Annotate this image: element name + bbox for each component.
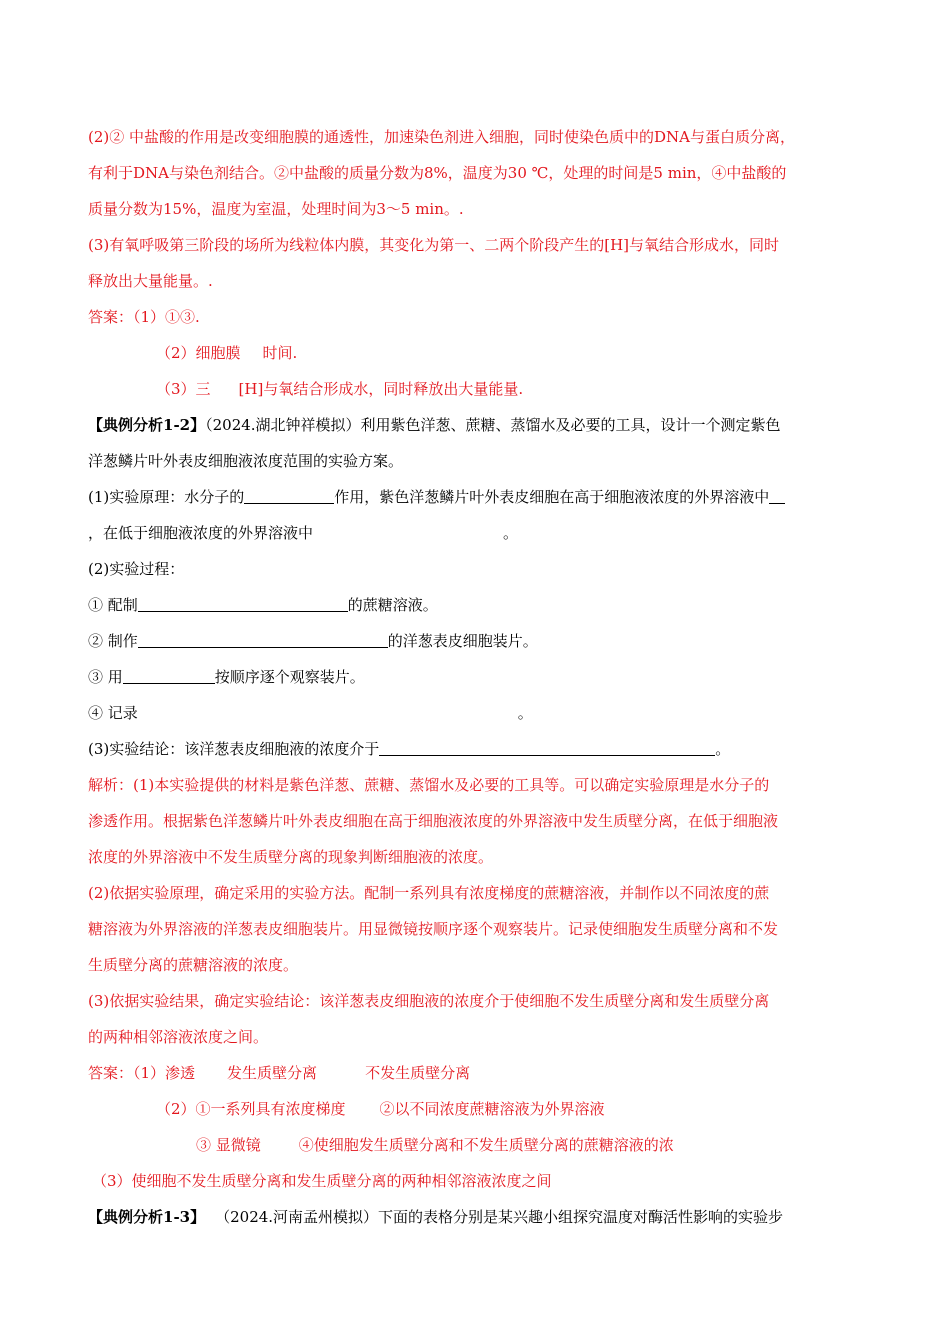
question-line [88, 522, 518, 544]
answer-line [156, 378, 523, 400]
answer-line [156, 342, 297, 364]
answer-part: 不发生质壁分离 [365, 1064, 471, 1082]
analysis-line: 生质壁分离的蔗糖溶液的浓度。 [88, 956, 299, 974]
answer-blank[interactable] [379, 739, 715, 756]
answer-part: [H]与氧结合形成水，同时释放出大量能量. [238, 380, 524, 398]
question-line [88, 666, 365, 688]
example-tag: 【典例分析1-2】 [88, 416, 206, 434]
question-text: 。 [715, 740, 731, 758]
question-text: 作用，紫色洋葱鳞片叶外表皮细胞在高于细胞液浓度的外界溶液中 [334, 488, 770, 506]
example-tag: 【典例分析1-3】 [88, 1208, 206, 1226]
analysis-line: 有利于DNA与染色剂结合。②中盐酸的质量分数为8%，温度为30 ℃，处理的时间是5 min，④中盐酸的 [88, 164, 787, 182]
question-text: (3)实验结论：该洋葱表皮细胞液的浓度介于 [88, 740, 380, 758]
question-line: 洋葱鳞片叶外表皮细胞液浓度范围的实验方案。 [88, 452, 404, 470]
step-label: ② 制作 [88, 632, 138, 650]
answer-part: ②以不同浓度蔗糖溶液为外界溶液 [379, 1100, 605, 1118]
analysis-line: 浓度的外界溶液中不发生质壁分离的现象判断细胞液的浓度。 [88, 848, 494, 866]
answer-line [88, 1062, 470, 1084]
answer-part: （2）细胞膜 [156, 344, 241, 362]
step-label: ③ 用 [88, 668, 123, 686]
step-label: ④ 记录 [88, 704, 138, 722]
answer-part: （3）三 [156, 380, 211, 398]
answer-line [156, 1098, 605, 1120]
analysis-line: 渗透作用。根据紫色洋葱鳞片叶外表皮细胞在高于细胞液浓度的外界溶液中发生质壁分离，在低于细胞液 [88, 812, 779, 830]
example-heading [88, 414, 781, 436]
step-label: ① 配制 [88, 596, 138, 614]
answer-blank[interactable] [769, 487, 785, 504]
question-line: (2)实验过程： [88, 560, 185, 578]
question-text: （2024.河南孟州模拟）下面的表格分别是某兴趣小组探究温度对酶活性影响的实验步 [215, 1208, 784, 1226]
question-line [88, 486, 785, 508]
question-line [88, 594, 438, 616]
question-text: ，在低于细胞液浓度的外界溶液中 [88, 524, 314, 542]
analysis-line: 的两种相邻溶液浓度之间。 [88, 1028, 269, 1046]
answer-line: （3）使细胞不发生质壁分离和发生质壁分离的两种相邻溶液浓度之间 [92, 1172, 552, 1190]
question-text: 。 [517, 704, 533, 722]
question-text: 的洋葱表皮细胞装片。 [387, 632, 538, 650]
analysis-line: 质量分数为15%，温度为室温，处理时间为3～5 min。. [88, 200, 464, 218]
answer-part: 答案：（1）渗透 [88, 1064, 196, 1082]
analysis-line: (2)② 中盐酸的作用是改变细胞膜的通透性，加速染色剂进入细胞，同时使染色质中的DNA与蛋白质分离， [88, 128, 796, 146]
analysis-line: 糖溶液为外界溶液的洋葱表皮细胞装片。用显微镜按顺序逐个观察装片。记录使细胞发生质壁分离和不发 [88, 920, 779, 938]
question-line [88, 630, 538, 652]
question-line [88, 738, 730, 760]
question-text: （2024.湖北钟祥模拟）利用紫色洋葱、蔗糖、蒸馏水及必要的工具，设计一个测定紫色 [205, 416, 781, 434]
example-heading [88, 1206, 783, 1228]
question-text: (1)实验原理：水分子的 [88, 488, 245, 506]
answer-blank[interactable] [138, 631, 388, 648]
answer-line: 答案：（1）①③. [88, 308, 200, 326]
analysis-line: (3)有氧呼吸第三阶段的场所为线粒体内膜，其变化为第一、二两个阶段产生的[H]与氧结合形成水，同时 [88, 236, 780, 254]
question-text: 按顺序逐个观察装片。 [214, 668, 365, 686]
analysis-line: (3)依据实验结果，确定实验结论：该洋葱表皮细胞液的浓度介于使细胞不发生质壁分离和发生质壁分离 [88, 992, 770, 1010]
question-text: 。 [503, 524, 519, 542]
question-text: 的蔗糖溶液。 [347, 596, 438, 614]
analysis-line: 释放出大量能量。. [88, 272, 213, 290]
analysis-line: (2)依据实验原理，确定采用的实验方法。配制一系列具有浓度梯度的蔗糖溶液，并制作以不同浓度的蔗 [88, 884, 770, 902]
answer-part: 发生质壁分离 [227, 1064, 318, 1082]
answer-part: （2）①一系列具有浓度梯度 [156, 1100, 346, 1118]
answer-blank[interactable] [123, 667, 215, 684]
answer-part: ③ 显微镜 [196, 1136, 261, 1154]
answer-part: ④使细胞发生质壁分离和不发生质壁分离的蔗糖溶液的浓 [298, 1136, 674, 1154]
analysis-line: 解析：(1)本实验提供的材料是紫色洋葱、蔗糖、蒸馏水及必要的工具等。可以确定实验原理是水分子的 [88, 776, 770, 794]
answer-blank[interactable] [244, 487, 334, 504]
answer-line [196, 1134, 674, 1156]
answer-blank[interactable] [138, 595, 348, 612]
question-line [88, 702, 533, 724]
answer-part: 时间. [262, 344, 298, 362]
